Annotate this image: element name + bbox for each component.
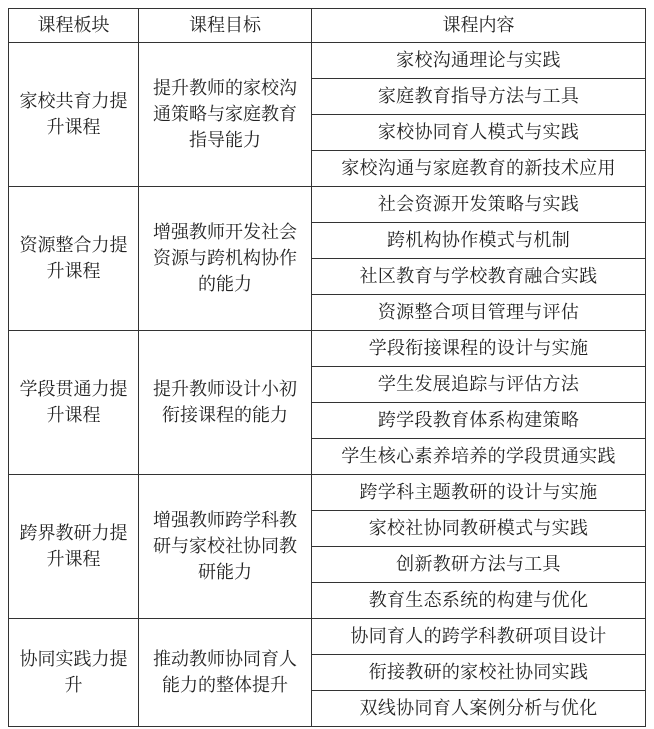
table-row — [9, 475, 646, 511]
course-content-cell: 社区教育与学校教育融合实践 — [312, 259, 646, 295]
course-goal-cell: 增强教师跨学科教研与家校社协同教研能力 — [139, 475, 312, 619]
header-course-content: 课程内容 — [312, 9, 646, 43]
table-header — [9, 9, 646, 43]
table-row — [9, 331, 646, 367]
course-board-cell: 学段贯通力提升课程 — [9, 331, 139, 475]
course-board-cell: 家校共育力提升课程 — [9, 43, 139, 187]
course-content-cell: 协同育人的跨学科教研项目设计 — [312, 619, 646, 655]
course-content-cell: 家校协同育人模式与实践 — [312, 115, 646, 151]
course-content-cell: 家校沟通与家庭教育的新技术应用 — [312, 151, 646, 187]
course-content-cell: 跨学科主题教研的设计与实施 — [312, 475, 646, 511]
course-content-cell: 学生核心素养培养的学段贯通实践 — [312, 439, 646, 475]
table-row — [9, 619, 646, 655]
course-goal-cell: 提升教师设计小初衔接课程的能力 — [139, 331, 312, 475]
course-content-cell: 家校社协同教研模式与实践 — [312, 511, 646, 547]
header-course-board: 课程板块 — [9, 9, 139, 43]
course-content-cell: 社会资源开发策略与实践 — [312, 187, 646, 223]
course-content-cell: 衔接教研的家校社协同实践 — [312, 655, 646, 691]
course-goal-cell: 增强教师开发社会资源与跨机构协作的能力 — [139, 187, 312, 331]
header-row — [9, 9, 646, 43]
table-row — [9, 43, 646, 79]
course-content-cell: 教育生态系统的构建与优化 — [312, 583, 646, 619]
course-board-cell: 协同实践力提升 — [9, 619, 139, 727]
course-content-cell: 跨机构协作模式与机制 — [312, 223, 646, 259]
course-content-cell: 资源整合项目管理与评估 — [312, 295, 646, 331]
course-content-cell: 学段衔接课程的设计与实施 — [312, 331, 646, 367]
course-board-cell: 资源整合力提升课程 — [9, 187, 139, 331]
course-board-cell: 跨界教研力提升课程 — [9, 475, 139, 619]
course-content-cell: 双线协同育人案例分析与优化 — [312, 691, 646, 727]
course-content-cell: 家庭教育指导方法与工具 — [312, 79, 646, 115]
curriculum-table — [8, 8, 646, 727]
course-goal-cell: 推动教师协同育人能力的整体提升 — [139, 619, 312, 727]
course-content-cell: 跨学段教育体系构建策略 — [312, 403, 646, 439]
course-content-cell: 学生发展追踪与评估方法 — [312, 367, 646, 403]
course-content-cell: 创新教研方法与工具 — [312, 547, 646, 583]
header-course-goal: 课程目标 — [139, 9, 312, 43]
course-goal-cell: 提升教师的家校沟通策略与家庭教育指导能力 — [139, 43, 312, 187]
table-row — [9, 187, 646, 223]
table-body — [9, 43, 646, 727]
course-content-cell: 家校沟通理论与实践 — [312, 43, 646, 79]
